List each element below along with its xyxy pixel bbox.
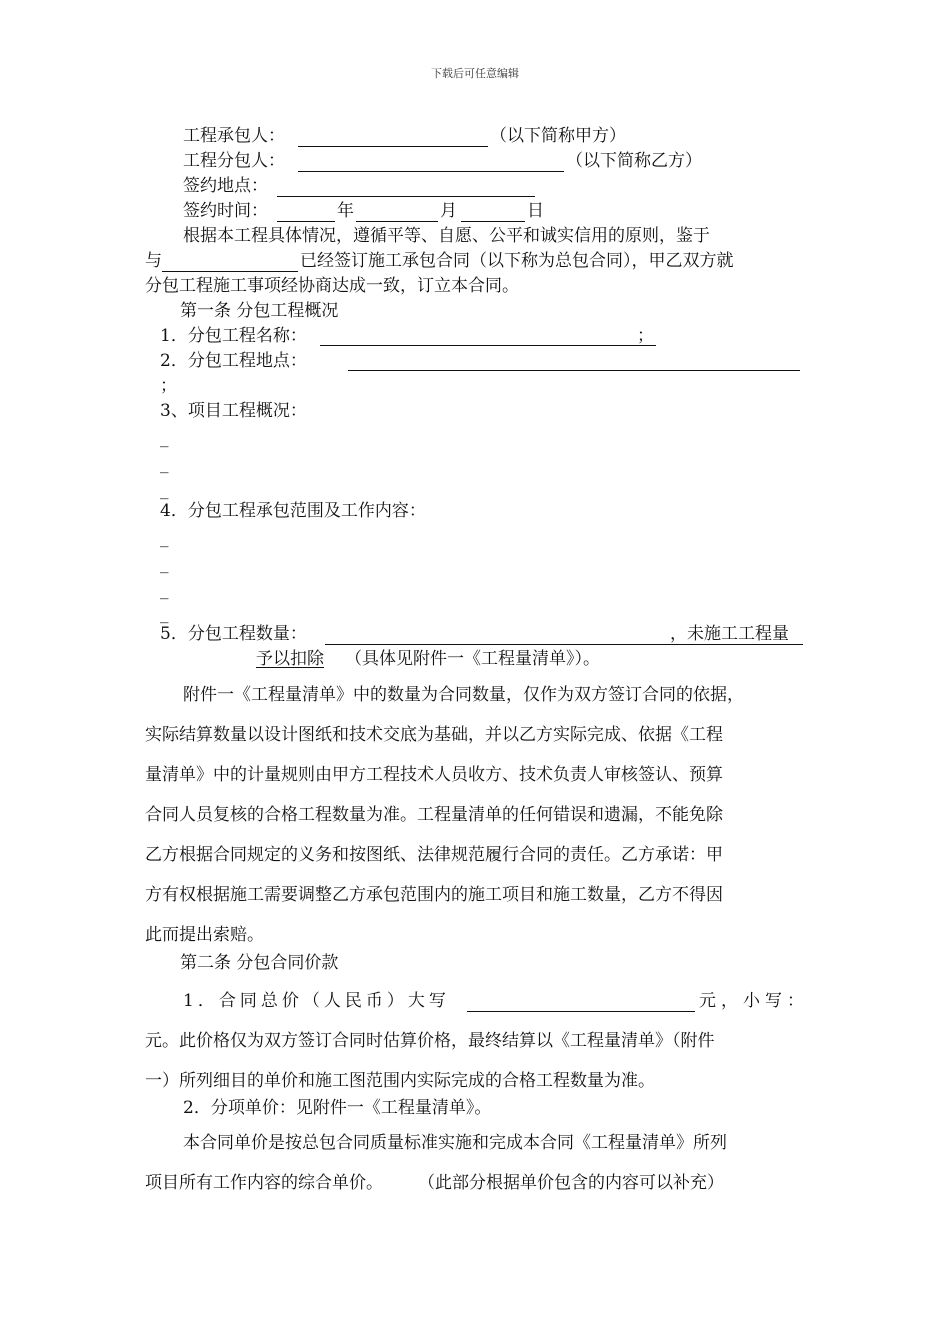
unit-price-para-line-2b: （此部分根据单价包含的内容可以补充） xyxy=(418,1173,724,1193)
time-label: 签约时间： xyxy=(183,201,268,221)
intro-line-3: 分包工程施工事项经协商达成一致，订立本合同。 xyxy=(145,276,519,296)
qty-para-line-7: 此而提出索赔。 xyxy=(145,925,264,945)
item-5-label: 5．分包工程数量： xyxy=(160,624,307,644)
article-1-title: 第一条 分包工程概况 xyxy=(180,301,339,321)
scope-line-3: _ xyxy=(160,580,169,600)
item-unit-price: 2．分项单价：见附件一《工程量清单》。 xyxy=(183,1098,492,1118)
qty-para-line-3: 量清单》中的计量规则由甲方工程技术人员收方、技术负责人审核签认、预算 xyxy=(145,765,723,785)
item-1-label: 1．分包工程名称： xyxy=(160,326,307,346)
subcontractor-blank[interactable] xyxy=(298,171,564,172)
unit-price-para-line-1: 本合同单价是按总包合同质量标准实施和完成本合同《工程量清单》所列 xyxy=(183,1133,727,1153)
qty-para-line-1: 附件一《工程量清单》中的数量为合同数量，仅作为双方签订合同的依据， xyxy=(183,685,744,705)
year-blank[interactable] xyxy=(277,221,335,222)
place-blank[interactable] xyxy=(277,196,535,197)
subcontractor-label: 工程分包人： xyxy=(183,151,285,171)
scope-line-1: _ xyxy=(160,528,169,548)
year-label: 年 xyxy=(337,201,354,221)
project-name-blank[interactable] xyxy=(320,345,656,346)
item-2-label: 2．分包工程地点： xyxy=(160,351,307,371)
intro-line-1: 根据本工程具体情况，遵循平等、自愿、公平和诚实信用的原则，鉴于 xyxy=(183,226,710,246)
intro-line-2-suffix: 已经签订施工承包合同（以下称为总包合同），甲乙双方就 xyxy=(300,251,734,271)
article-2-title: 第二条 分包合同价款 xyxy=(180,953,339,973)
page-header-note: 下载后可任意编辑 xyxy=(431,67,519,80)
contractor-label: 工程承包人： xyxy=(183,126,285,146)
overview-line-3: _ xyxy=(160,480,169,500)
month-label: 月 xyxy=(440,201,457,221)
contractor-blank[interactable] xyxy=(298,146,488,147)
contractor-suffix: （以下简称甲方） xyxy=(490,126,626,146)
price-line-3: 一）所列细目的单价和施工图范围内实际完成的合格工程数量为准。 xyxy=(145,1071,655,1091)
item-4-label: 4．分包工程承包范围及工作内容： xyxy=(160,501,426,521)
price-line-2: 元。此价格仅为双方签订合同时估算价格，最终结算以《工程量清单》（附件 xyxy=(145,1031,715,1051)
day-blank[interactable] xyxy=(461,221,525,222)
project-location-blank[interactable] xyxy=(348,370,800,371)
day-label: 日 xyxy=(527,201,544,221)
qty-para-line-6: 方有权根据施工需要调整乙方承包范围内的施工项目和施工数量，乙方不得因 xyxy=(145,885,723,905)
qty-para-line-5: 乙方根据合同规定的义务和按图纸、法律规范履行合同的责任。乙方承诺：甲 xyxy=(145,845,723,865)
qty-para-line-4: 合同人员复核的合格工程数量为准。工程量清单的任何错误和遗漏，不能免除 xyxy=(145,805,723,825)
intro-line-2-prefix: 与 xyxy=(145,251,162,271)
item-1-end: ； xyxy=(637,326,654,346)
subcontractor-suffix: （以下简称乙方） xyxy=(566,151,702,171)
total-price-yuan: 元，小写： xyxy=(699,991,809,1011)
quantity-blank[interactable] xyxy=(325,644,803,645)
scope-line-4: _ xyxy=(160,604,169,624)
item-5-tail: ，未施工工程量 xyxy=(670,624,789,644)
month-blank[interactable] xyxy=(356,221,438,222)
item-2-end: ； xyxy=(160,376,177,396)
qty-para-line-2: 实际结算数量以设计图纸和技术交底为基础，并以乙方实际完成、依据《工程 xyxy=(145,725,723,745)
place-label: 签约地点： xyxy=(183,176,268,196)
unit-price-para-line-2a: 项目所有工作内容的综合单价。 xyxy=(145,1173,383,1193)
item-5-deduct: 予以扣除 xyxy=(256,649,324,669)
total-price-words-blank[interactable] xyxy=(467,1011,695,1012)
general-contract-party-blank[interactable] xyxy=(162,271,298,272)
item-3-label: 3、项目工程概况： xyxy=(160,401,307,421)
overview-line-1: _ xyxy=(160,428,169,448)
total-price-label: 1．合同总价（人民币）大写 xyxy=(183,991,450,1011)
overview-line-2: _ xyxy=(160,454,169,474)
item-5-line-2: （具体见附件一《工程量清单》）。 xyxy=(345,649,600,669)
scope-line-2: _ xyxy=(160,554,169,574)
